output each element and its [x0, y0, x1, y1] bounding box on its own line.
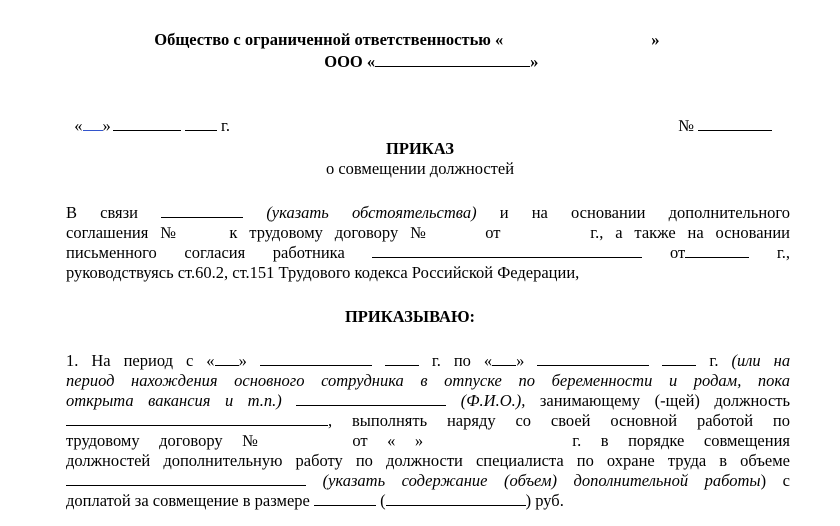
org-suffix: » [651, 30, 660, 49]
preamble-line-1: В связи (указать обстоятельства) и на основании дополнительного [66, 203, 791, 222]
day-blank[interactable] [83, 116, 103, 131]
year-blank[interactable] [185, 116, 217, 131]
start-month-blank[interactable] [260, 351, 372, 366]
month-blank[interactable] [113, 116, 181, 131]
end-year-blank[interactable] [662, 351, 696, 366]
position-blank[interactable] [66, 411, 328, 426]
page-title: ПРИКАЗ [386, 139, 454, 158]
order-number-blank[interactable] [698, 116, 772, 131]
item1-line-7: (указать содержание (объем) дополнительной работы) с [66, 471, 790, 491]
ooo-name-blank[interactable] [375, 52, 530, 67]
preamble-line-3: письменного согласия работника от г., [66, 243, 791, 262]
order-number-line [670, 96, 772, 136]
order-word: ПРИКАЗЫВАЮ: [344, 307, 476, 326]
ooo-suffix: » [530, 52, 539, 71]
preamble-line-2: соглашения № к трудовому договору № от г., а также на основании [66, 223, 791, 242]
consent-date-blank[interactable] [685, 243, 749, 258]
date-line [66, 96, 230, 136]
year-suffix: г. [221, 116, 231, 135]
employee-consent-blank[interactable] [372, 243, 642, 258]
circumstances-blank[interactable] [161, 203, 243, 218]
item1-line-6: должностей дополнительную работу по должности специалиста по охране труда в объеме [66, 451, 790, 470]
item1-line-2: период нахождения основного сотрудника в отпуске по беременности и родам, пока [66, 371, 790, 390]
item1-line-5: трудовому договору № от « » г. в порядке совмещения [66, 431, 790, 450]
number-label: № [678, 116, 694, 135]
ooo-prefix: ООО « [324, 52, 376, 71]
date-quote-open: « [74, 116, 83, 135]
item1-line-3: открыта вакансия и т.п.) (Ф.И.О.), занимающему (-щей) должность [66, 391, 791, 410]
amount-digits-blank[interactable] [314, 491, 376, 506]
preamble-line-4: руководствуясь ст.60.2, ст.151 Трудового кодекса Российской Федерации, [66, 263, 580, 282]
end-day-blank[interactable] [492, 351, 516, 366]
start-year-blank[interactable] [385, 351, 419, 366]
end-month-blank[interactable] [537, 351, 649, 366]
item1-line-8: доплатой за совмещение в размере ( ) руб. [66, 491, 564, 510]
org-short-line [316, 32, 538, 72]
page-subtitle: о совмещении должностей [325, 159, 515, 178]
start-day-blank[interactable] [215, 351, 239, 366]
date-quote-close: » [102, 116, 111, 135]
fio-blank[interactable] [296, 391, 446, 406]
amount-words-blank[interactable] [386, 491, 526, 506]
item1-line-1: 1. На период с « » г. по « » г. (или на [66, 351, 791, 370]
work-volume-blank[interactable] [66, 471, 306, 486]
item1-line-4: , выполнять наряду со своей основной работой по [66, 411, 790, 431]
org-prefix: Общество с ограниченной ответственностью « [154, 30, 504, 49]
